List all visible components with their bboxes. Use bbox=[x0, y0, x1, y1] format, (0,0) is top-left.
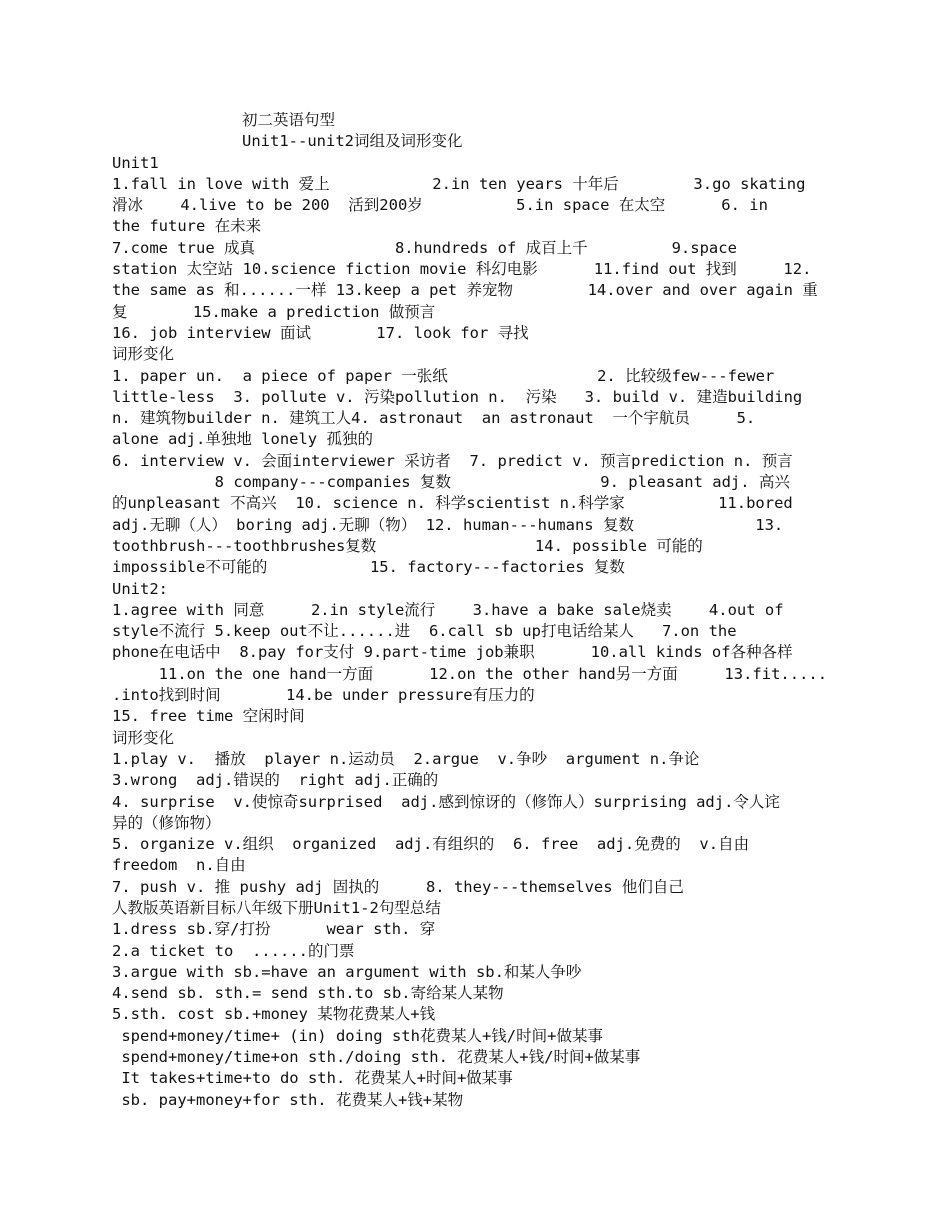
text-line: phone在电话中 8.pay for支付 9.part-time job兼职 10.all kinds of各种各样 bbox=[112, 643, 793, 662]
text-line: 的unpleasant 不高兴 10. science n. 科学scientist n.科学家 11.bored bbox=[112, 494, 793, 513]
text-line: 5. organize v.组织 organized adj.有组织的 6. free adj.免费的 v.自由 bbox=[112, 835, 750, 854]
text-line: 2.a ticket to ......的门票 bbox=[112, 941, 355, 960]
text-line: 15. free time 空闲时间 bbox=[112, 707, 305, 726]
text-line: sb. pay+money+for sth. 花费某人+钱+某物 bbox=[112, 1090, 464, 1109]
text-line: adj.无聊（人） boring adj.无聊（物） 12. human---humans 复数 13. bbox=[112, 515, 784, 534]
text-line: Unit1 bbox=[112, 153, 159, 172]
document-page bbox=[112, 110, 842, 1111]
text-line: 异的（修饰物） bbox=[112, 813, 221, 832]
text-line: 16. job interview 面试 17. look for 寻找 bbox=[112, 323, 529, 342]
text-line: spend+money/time+on sth./doing sth. 花费某人+钱/时间+做某事 bbox=[112, 1048, 641, 1067]
text-line: n. 建筑物builder n. 建筑工人4. astronaut an astronaut 一个宇航员 5. bbox=[112, 409, 756, 428]
text-line: little-less 3. pollute v. 污染pollution n. 污染 3. build v. 建造building bbox=[112, 387, 803, 406]
document-title: 初二英语句型 bbox=[242, 111, 336, 129]
text-line: spend+money/time+ (in) doing sth花费某人+钱/时间+做某事 bbox=[112, 1026, 603, 1045]
text-line: 8 company---companies 复数 9. pleasant adj. 高兴 bbox=[112, 473, 790, 492]
text-line: 1. paper un. a piece of paper 一张纸 2. 比较级few---fewer bbox=[112, 366, 775, 385]
text-line: 4.send sb. sth.= send sth.to sb.寄给某人某物 bbox=[112, 984, 504, 1003]
text-line: 1.dress sb.穿/打扮 wear sth. 穿 bbox=[112, 920, 436, 939]
text-line: impossible不可能的 15. factory---factories 复数 bbox=[112, 558, 625, 577]
text-line: the future 在未来 bbox=[112, 217, 262, 236]
text-line: style不流行 5.keep out不让......进 6.call sb up打电话给某人 7.on the bbox=[112, 622, 737, 641]
text-line: 5.sth. cost sb.+money 某物花费某人+钱 bbox=[112, 1005, 436, 1024]
text-line: 3.argue with sb.=have an argument with sb.和某人争吵 bbox=[112, 962, 582, 981]
text-line: 1.agree with 同意 2.in style流行 3.have a bake sale烧卖 4.out of bbox=[112, 600, 784, 619]
text-line: 6. interview v. 会面interviewer 采访者 7. predict v. 预言prediction n. 预言 bbox=[112, 451, 793, 470]
document-subtitle: Unit1--unit2词组及词形变化 bbox=[242, 132, 463, 151]
text-line: freedom n.自由 bbox=[112, 856, 246, 875]
text-line: .into找到时间 14.be under pressure有压力的 bbox=[112, 686, 535, 705]
text-line: 滑冰 4.live to be 200 活到200岁 5.in space 在太空 6. in bbox=[112, 196, 768, 215]
text-line: station 太空站 10.science fiction movie 科幻电影 11.find out 找到 12. bbox=[112, 260, 812, 279]
text-line: 7. push v. 推 pushy adj 固执的 8. they---themselves 他们自己 bbox=[112, 877, 684, 896]
text-line: 1.play v. 播放 player n.运动员 2.argue v.争吵 argument n.争论 bbox=[112, 749, 700, 768]
text-line: the same as 和......一样 13.keep a pet 养宠物 14.over and over again 重 bbox=[112, 281, 818, 300]
text-line: 7.come true 成真 8.hundreds of 成百上千 9.space bbox=[112, 238, 737, 257]
text-line: It takes+time+to do sth. 花费某人+时间+做某事 bbox=[112, 1069, 513, 1088]
document-body bbox=[112, 153, 842, 1111]
text-line: 4. surprise v.使惊奇surprised adj.感到惊讶的（修饰人）surprising adj.令人诧 bbox=[112, 792, 780, 811]
text-line: 3.wrong adj.错误的 right adj.正确的 bbox=[112, 771, 439, 790]
text-line: 词形变化 bbox=[112, 345, 175, 364]
text-line: 1.fall in love with 爱上 2.in ten years 十年后 3.go skating bbox=[112, 174, 806, 193]
text-line: 复 15.make a prediction 做预言 bbox=[112, 302, 436, 321]
text-line: alone adj.单独地 lonely 孤独的 bbox=[112, 430, 373, 449]
text-line: toothbrush---toothbrushes复数 14. possible 可能的 bbox=[112, 536, 703, 555]
text-line: 人教版英语新目标八年级下册Unit1-2句型总结 bbox=[112, 898, 441, 917]
text-line: 11.on the one hand一方面 12.on the other hand另一方面 13.fit..... bbox=[112, 664, 828, 683]
text-line: 词形变化 bbox=[112, 728, 175, 747]
text-line: Unit2: bbox=[112, 579, 168, 598]
